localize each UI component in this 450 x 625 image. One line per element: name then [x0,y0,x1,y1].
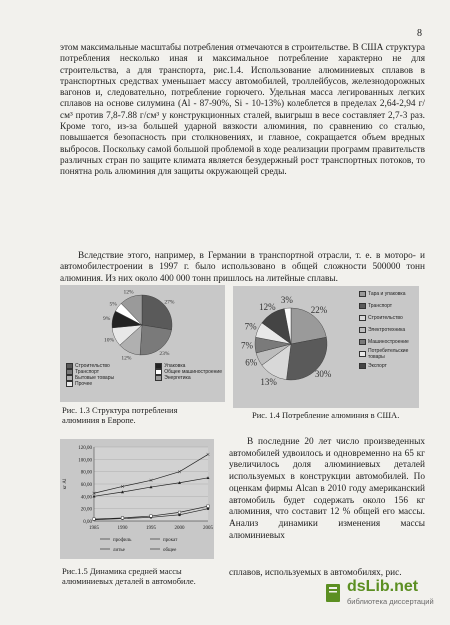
legend-item: Упаковка [155,363,222,369]
pie-chart-europe [60,285,225,365]
watermark-logo: dsLib.net [347,578,419,595]
legend-label: литье [113,548,125,553]
data-point [121,517,124,520]
legend-item: Бытовые товары [66,375,114,381]
slice-label: 23% [159,350,170,357]
data-point [207,507,210,510]
right-paragraph: В последние 20 лет число произведенных автомобилей удвоилось и одновременно на 65 кг увеличилось доля алюминиевых деталей используемых в конструкции автомобилей. По оценкам фирмы Alcan в 2010 году американский автомобиль будет содержать около 156 кг алюминия, что составит 12 % общей его массы. Анализ динамики изменения массы алюминиевых [229,437,425,541]
figure-1-4 [233,286,419,408]
data-point [178,514,181,517]
slice-label: 3% [280,295,293,306]
watermark [325,578,440,612]
slice-label: 30% [314,369,332,380]
x-tick-label: 2000 [174,526,185,531]
paragraph-1: этом максимальные масштабы потребления отмечаются в строительстве. В США структура потребления несколько иная и максимальное потребление характерно не для строительства, а для транспорта, рис.1.4. Использование алюминиевых сплавов в транспортных средствах уменьшает массу автомобилей, троллейбусов, железнодорожных вагонов и, следовательно, потребление горючего. Удельная масса легированных легких сплавов на основе силумина (Al - 87-90%, Si - 10-13%) колеблется в пределах 2,64-2,94 г/см³ против 7,8-7.88 г/см³ у конструкционных сталей, выигрыш в весе составляет 2,7-3 раз. Кроме того, из-за большей ударной вязкости алюминия, по сравнению со сталью, повышается безопасность при столкновениях, и главное, сокращается объем вредных выбросов. Поскольку самой большой проблемой в ходе реализации программ правительств различных стран по защите климата является безудержный рост транспортных потоков, то понятна роль алюминия для защиты окружающей среды. [60,43,425,178]
slice-label: 10% [104,337,115,344]
slice-label: 9% [102,315,111,322]
figure-1-3 [60,285,225,402]
line-chart-mass [60,439,214,559]
slice-label: 6% [245,357,258,368]
slice-label: 12% [121,355,132,362]
slice-label: 5% [109,301,117,308]
slice-label: 12% [123,289,134,296]
legend-item: Строительство [66,363,114,369]
y-tick-label: 100,00 [78,458,92,464]
legend-label: профиль [113,538,132,543]
legend-item: Прочее [66,381,114,387]
slice-label: 12% [259,301,276,312]
legend-item: Транспорт [66,369,114,375]
watermark-subtitle: библиотека диссертаций [347,597,434,606]
legend-item: Электротехника [359,324,419,336]
legend-label: общее [163,548,177,553]
legend-item: Энергетика [155,375,222,381]
legend-item: Экспорт [359,360,419,372]
slice-label: 7% [241,340,254,351]
legend-item: Потребительские товары [359,348,419,360]
legend-europe [66,363,222,387]
y-tick-label: 40,00 [80,495,92,501]
bottom-line: сплавов, используемых в автомобилях, рис. [229,568,402,578]
data-point [93,518,96,521]
legend-label: прокат [163,538,178,543]
y-tick-label: 0,00 [83,520,92,525]
paragraph-2: Вследствие этого, например, в Германии в транспортной отрасли, т. е. в моторо- и автомобилестроении в 1997 г. было использовано в общей сложности 500000 тонн алюминия. Из них около 400 000 тонн пришлось на литейные сплавы. [60,251,425,284]
slice-label: 22% [310,305,328,316]
legend-item: Машиностроение [359,336,419,348]
slice-label: 13% [260,376,277,387]
data-point [178,511,181,514]
figure-1-5 [60,439,214,559]
pie-chart-usa [233,286,353,408]
x-tick-label: 1985 [89,526,99,531]
figure-1-4-caption: Рис. 1.4 Потребление алюминия в США. [252,410,400,420]
legend-item: Тара и упаковка [359,288,419,300]
x-tick-label: 1995 [146,526,156,531]
y-tick-label: 120,00 [78,446,92,451]
legend-usa [359,288,419,372]
legend-item: Строительство [359,312,419,324]
page-number: 8 [417,28,422,39]
x-tick-label: 1990 [117,526,128,531]
legend-item: Общее машиностроение [155,369,222,375]
data-point [207,505,210,508]
figure-1-3-caption: Рис. 1.3 Структура потребления алюминия в Европе. [62,405,178,425]
y-tick-label: 60,00 [80,483,92,488]
legend-item: Транспорт [359,300,419,312]
figure-1-5-caption: Рис.1.5 Динамика средней массы алюминиевых деталей в автомобиле. [62,566,196,586]
slice-label: 7% [244,321,257,332]
book-icon [325,582,343,604]
y-tick-label: 80,00 [80,470,92,476]
slice-label: 27% [164,299,175,306]
x-tick-label: 2005 [203,526,213,531]
y-axis-label: кг Al [63,478,68,490]
data-point [150,515,153,518]
y-tick-label: 20,00 [80,507,92,513]
